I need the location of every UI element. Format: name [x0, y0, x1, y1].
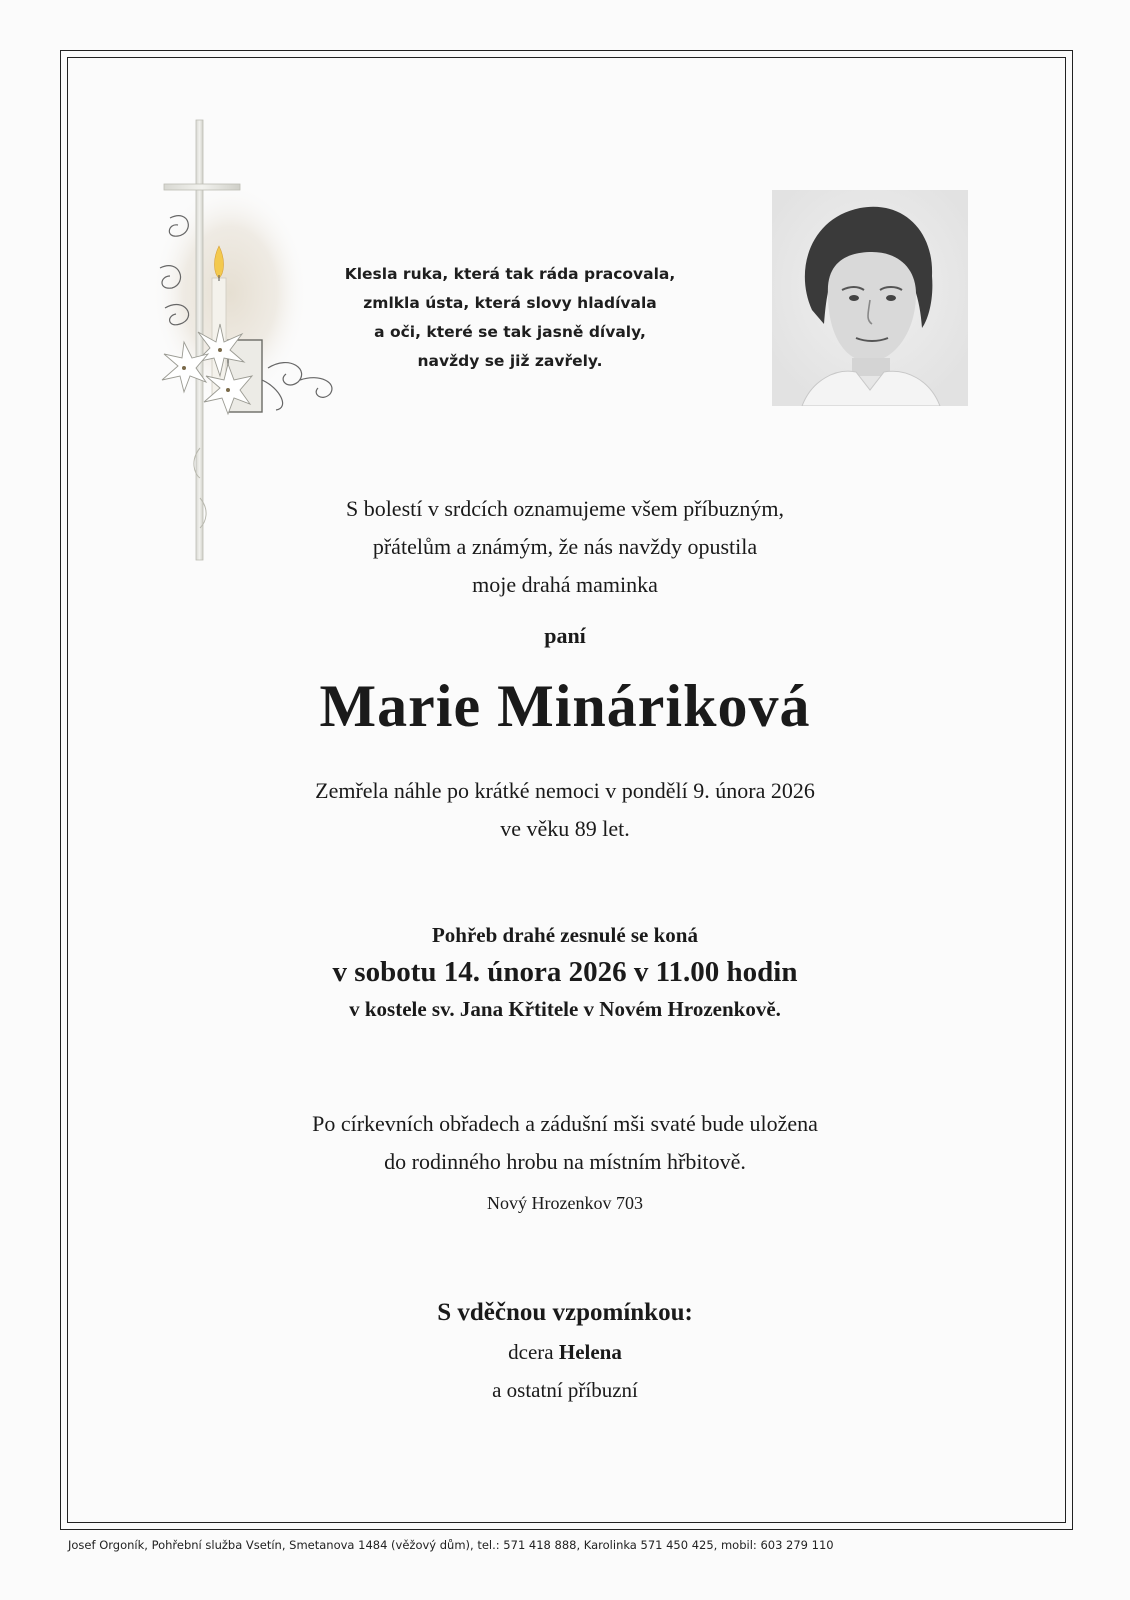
verse-line: zmlkla ústa, která slovy hladívala [363, 294, 657, 312]
announcement-line: přátelům a známým, že nás navždy opustila [372, 534, 758, 559]
announcement-line: S bolestí v srdcích oznamujeme všem příbuzným, [345, 496, 785, 521]
burial-line: do rodinného hrobu na místním hřbitově. [384, 1149, 746, 1174]
death-line: Zemřela náhle po krátké nemoci v pondělí 9. února 2026 [315, 778, 815, 803]
burial-line: Po církevních obřadech a zádušní mši svaté bude uložena [312, 1111, 818, 1136]
verse-line: a oči, které se tak jasně dívaly, [374, 323, 646, 341]
funeral-place: v kostele sv. Jana Křtitele v Novém Hrozenkově. [349, 997, 781, 1021]
funeral-intro: Pohřeb drahé zesnulé se koná [431, 923, 698, 947]
death-info [160, 772, 970, 848]
daughter-prefix: dcera [508, 1340, 554, 1364]
memory-title: S vděčnou vzpomínkou: [437, 1299, 693, 1326]
funeral-service-footer: Josef Orgoník, Pohřební služba Vsetín, Smetanova 1484 (věžový dům), tel.: 571 418 888, Karolinka 571 450 425, mobil: 603 279 110 [68, 1538, 834, 1552]
honorific: paní [544, 623, 586, 648]
daughter-line [160, 1333, 970, 1371]
verse-line: Klesla ruka, která tak ráda pracovala, [344, 265, 676, 283]
verse-line: navždy se již zavřely. [417, 352, 603, 370]
funeral-info [160, 918, 970, 1026]
burial-info [160, 1105, 970, 1181]
portrait-photo [772, 190, 968, 406]
others-line: a ostatní příbuzní [492, 1378, 638, 1402]
announcement-line: moje drahá maminka [472, 572, 658, 597]
daughter-name: Helena [558, 1340, 622, 1364]
memorial-verse [330, 260, 690, 376]
age-line: ve věku 89 let. [500, 816, 630, 841]
address: Nový Hrozenkov 703 [487, 1193, 643, 1213]
announcement [160, 490, 970, 604]
funeral-date: v sobotu 14. února 2026 v 11.00 hodin [332, 956, 798, 988]
memory-signature [160, 1293, 970, 1409]
deceased-name: Marie Mináriková [319, 673, 811, 739]
